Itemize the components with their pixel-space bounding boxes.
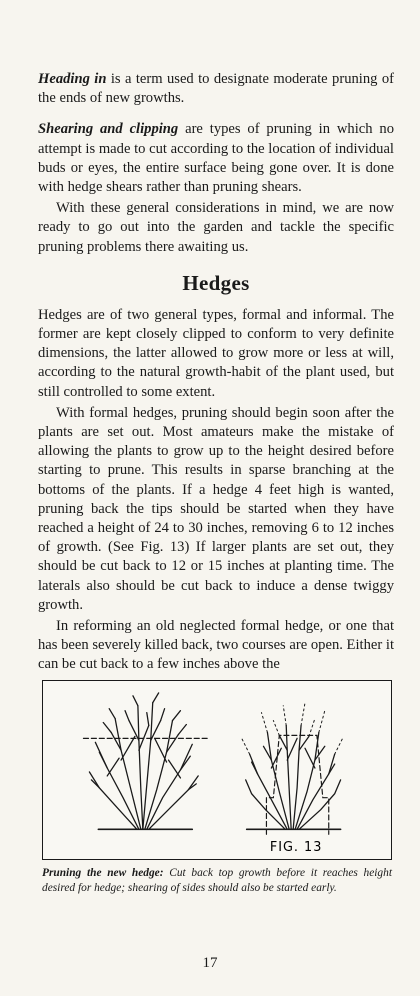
- figure-13: [42, 680, 392, 860]
- page-body: [38, 70, 394, 675]
- paragraph-shearing: [38, 120, 394, 197]
- figure-caption: [42, 866, 392, 896]
- term-heading-in: Heading in: [38, 71, 107, 87]
- heading-in-text: is a term used to designate moderate pruning of the ends of new growths.: [38, 71, 394, 107]
- caption-lead: Pruning the new hedge:: [42, 867, 164, 879]
- shrub-after-pruning: [242, 703, 343, 835]
- hedges-paragraph-1: Hedges are of two general types, formal and informal. The former are kept closely clipped to conform to very definite dimensions, the latter allowed to grow more or less at will, according to the natural growth-habit of the plant used, but still controlled to some extent.: [38, 306, 394, 400]
- hedges-paragraph-2: With formal hedges, pruning should begin soon after the plants are set out. Most amateurs make the mistake of allowing the plants to grow up to the height desired before starting to prune. This results in sparse branching at the bottoms of the plants. If a hedge 4 feet high is wanted, pruning back the tips should be started when they have reached a height of 24 to 30 inches, removing 6 to 12 inches of growth. (See Fig. 13) If larger plants are set out, they should be cut back to 12 or 15 inches at planting time. The laterals also should be cut back to induce a dense twiggy growth.: [38, 404, 394, 613]
- term-shearing: Shearing and clipping: [38, 121, 179, 138]
- figure-label: FIG. 13: [269, 840, 323, 856]
- paragraph-heading-in: [38, 70, 394, 108]
- shearing-text: are types of pruning in which no attempt is made to cut according to the location of individual buds or eyes, the entire surface being gone over. It is done with hedge shears rather than pruning shears.: [38, 121, 395, 196]
- caption-text: Cut back top growth before it reaches height desired for hedge; shearing of sides should also be started early.: [42, 867, 392, 894]
- hedge-illustration: [43, 681, 391, 859]
- paragraph-considerations: With these general considerations in mind, we are now ready to go out into the garden and tackle the specific pruning problems there awaiting us.: [38, 200, 394, 255]
- hedges-paragraph-3: In reforming an old neglected formal hedge, or one that has been severely killed back, two courses are open. Either it can be cut back to a few inches above the: [38, 618, 394, 673]
- page-number: 17: [202, 955, 218, 971]
- shrub-before-pruning: [84, 693, 208, 829]
- section-title: Hedges: [182, 270, 250, 295]
